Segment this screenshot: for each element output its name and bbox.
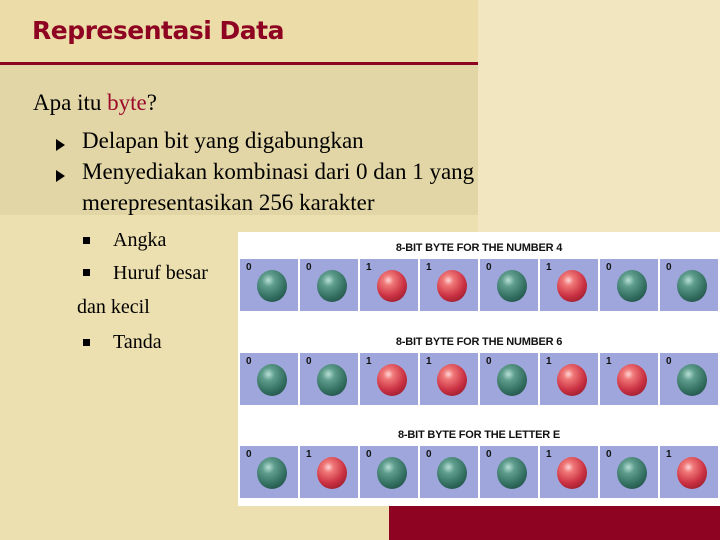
bullet-arrow-icon: [56, 170, 65, 182]
bit-on-ball-icon: [317, 457, 347, 489]
bit-off-ball-icon: [677, 270, 707, 302]
bit-digit: 1: [366, 262, 372, 273]
bit-digit: 1: [426, 262, 432, 273]
bit-cell: [540, 353, 600, 405]
square-bullet-icon: [83, 269, 90, 276]
bit-digit: 0: [366, 449, 372, 460]
bit-digit: 0: [486, 449, 492, 460]
bit-cell: [360, 446, 420, 498]
bit-on-ball-icon: [617, 364, 647, 396]
bit-off-ball-icon: [257, 457, 287, 489]
bit-off-ball-icon: [437, 457, 467, 489]
bit-off-ball-icon: [677, 364, 707, 396]
bit-cell: [600, 353, 660, 405]
sub-bullet-item: Huruf besar: [113, 262, 208, 284]
bit-on-ball-icon: [437, 270, 467, 302]
bit-digit: 0: [246, 262, 252, 273]
bullet-item: Delapan bit yang digabungkan: [82, 128, 364, 153]
square-bullet-icon: [83, 339, 90, 346]
bit-cell: [420, 353, 480, 405]
bit-digit: 0: [666, 262, 672, 273]
bit-off-ball-icon: [617, 270, 647, 302]
bit-on-ball-icon: [377, 270, 407, 302]
bit-cell: [240, 446, 300, 498]
bit-on-ball-icon: [677, 457, 707, 489]
question-suffix: ?: [146, 90, 157, 115]
bit-on-ball-icon: [437, 364, 467, 396]
sub-bullet-item-continuation: dan kecil: [77, 296, 150, 318]
bit-cell: [600, 446, 660, 498]
bit-off-ball-icon: [257, 364, 287, 396]
square-bullet-icon: [83, 237, 90, 244]
bit-cell: [420, 259, 480, 311]
bit-off-ball-icon: [317, 270, 347, 302]
bullet-arrow-icon: [56, 139, 65, 151]
bit-digit: 0: [306, 356, 312, 367]
sub-bullet-item: Tanda: [113, 331, 162, 353]
bit-cell: [360, 353, 420, 405]
bit-digit: 0: [486, 356, 492, 367]
bit-on-ball-icon: [557, 364, 587, 396]
bit-digit: 1: [366, 356, 372, 367]
bit-cell: [540, 446, 600, 498]
bit-digit: 1: [546, 262, 552, 273]
question-prefix: Apa itu: [33, 90, 108, 115]
sub-bullet-item: Angka: [113, 229, 167, 251]
bit-on-ball-icon: [557, 457, 587, 489]
bit-digit: 0: [306, 262, 312, 273]
bit-digit: 0: [606, 449, 612, 460]
bit-off-ball-icon: [317, 364, 347, 396]
bit-off-ball-icon: [257, 270, 287, 302]
bit-cell: [300, 259, 360, 311]
bit-digit: 0: [426, 449, 432, 460]
byte-row: [240, 446, 718, 498]
bit-cell: [660, 353, 718, 405]
bit-cell: [240, 259, 300, 311]
bit-cell: [300, 353, 360, 405]
bit-cell: [600, 259, 660, 311]
bit-digit: 1: [546, 449, 552, 460]
bit-digit: 0: [666, 356, 672, 367]
byte-row: [240, 259, 718, 311]
bit-off-ball-icon: [497, 270, 527, 302]
bullet-item-continuation: merepresentasikan 256 karakter: [82, 190, 375, 215]
bit-cell: [660, 446, 718, 498]
bit-on-ball-icon: [557, 270, 587, 302]
bullet-item: Menyediakan kombinasi dari 0 dan 1 yang: [82, 159, 475, 184]
bit-digit: 0: [606, 262, 612, 273]
bit-cell: [240, 353, 300, 405]
bit-digit: 1: [606, 356, 612, 367]
bit-digit: 0: [246, 449, 252, 460]
bit-cell: [480, 353, 540, 405]
bit-cell: [660, 259, 718, 311]
bit-cell: [420, 446, 480, 498]
bit-on-ball-icon: [377, 364, 407, 396]
bit-digit: 0: [246, 356, 252, 367]
byte-row-label: 8-BIT BYTE FOR THE LETTER E: [397, 429, 561, 441]
bit-digit: 1: [666, 449, 672, 460]
byte-row-label: 8-BIT BYTE FOR THE NUMBER 4: [395, 242, 563, 254]
slide-title: Representasi Data: [32, 16, 284, 45]
bit-digit: 1: [426, 356, 432, 367]
bit-cell: [480, 446, 540, 498]
bit-digit: 0: [486, 262, 492, 273]
bit-digit: 1: [546, 356, 552, 367]
byte-row: [240, 353, 718, 405]
question-text: [33, 90, 157, 116]
bit-cell: [540, 259, 600, 311]
bit-off-ball-icon: [497, 364, 527, 396]
byte-diagram: [238, 232, 720, 506]
bit-off-ball-icon: [377, 457, 407, 489]
bit-off-ball-icon: [497, 457, 527, 489]
byte-row-label: 8-BIT BYTE FOR THE NUMBER 6: [395, 336, 563, 348]
bit-cell: [360, 259, 420, 311]
bit-off-ball-icon: [617, 457, 647, 489]
question-highlight: byte: [107, 90, 147, 115]
bit-digit: 1: [306, 449, 312, 460]
accent-block: [389, 506, 720, 540]
bit-cell: [480, 259, 540, 311]
bit-cell: [300, 446, 360, 498]
